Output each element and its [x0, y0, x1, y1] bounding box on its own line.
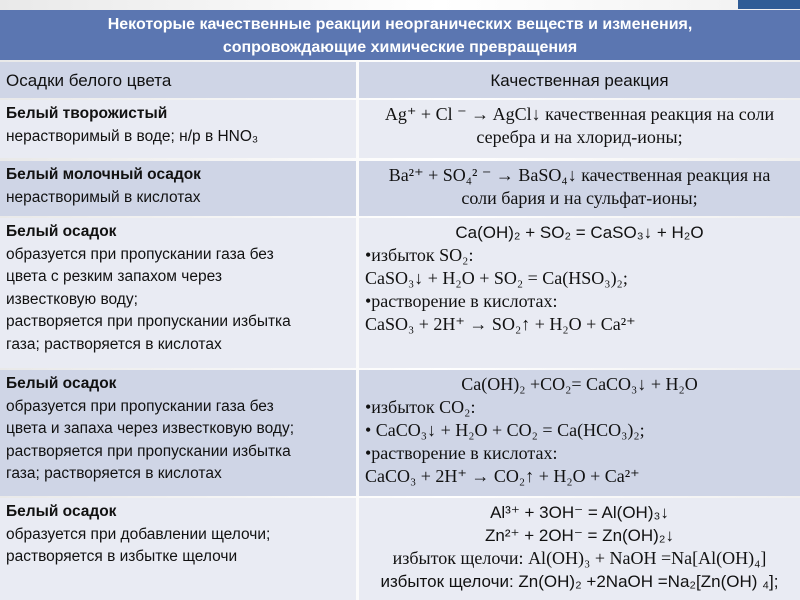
reaction-line: •растворение в кислотах:: [365, 291, 558, 311]
precipitate-desc: цвета с резким запахом через: [6, 268, 222, 285]
precipitate-desc: газа; растворяется в кислотах: [6, 465, 222, 482]
reaction-line: CaCO₃ + 2H⁺ → CO₂↑ + H₂O + Ca²⁺: [365, 466, 640, 486]
reaction-cell: [359, 498, 800, 600]
reaction-cell: [359, 218, 800, 368]
precipitate-desc: известковую воду;: [6, 290, 138, 308]
precipitate-desc: образуется при пропускании газа без: [6, 245, 274, 263]
precipitate-desc: образуется при пропускании газа без: [6, 397, 274, 415]
reaction-line: CaSO₃ + 2H⁺ → SO₂↑ + H₂O + Ca²⁺: [365, 314, 636, 334]
reaction-line: •избыток CO₂:: [365, 397, 476, 417]
precipitate-title: Белый осадок: [6, 503, 117, 520]
reactions-table: [0, 10, 800, 600]
precipitate-desc: нерастворимый в кислотах: [6, 188, 201, 206]
precipitate-desc: растворяется при пропускании избытка: [6, 442, 291, 460]
reaction-line: избыток щелочи: Zn(OH)₂ +2NaOH =Na₂[Zn(OH) ₄];: [380, 572, 779, 591]
reaction-line: соли бария и на сульфат-ионы;: [461, 188, 698, 208]
precipitate-cell: [0, 370, 356, 496]
precipitate-title: Белый молочный осадок: [6, 166, 201, 183]
reaction-cell: [359, 370, 800, 496]
table-row: [0, 498, 800, 600]
reaction-line: серебра и на хлорид-ионы;: [476, 127, 683, 147]
table-row: [0, 161, 800, 216]
precipitate-title: Белый творожистый: [6, 105, 168, 122]
precipitate-desc: нерастворимый в воде; н/р в HNO₃: [6, 127, 259, 145]
table-title: [0, 10, 800, 60]
precipitate-desc: растворяется в избытке щелочи: [6, 548, 238, 565]
reaction-line: •избыток SO₂:: [365, 245, 474, 265]
table-row: [0, 100, 800, 158]
reaction-line: Zn²⁺ + 2OH⁻ = Zn(OH)₂↓: [485, 526, 674, 545]
precipitate-title: Белый осадок: [6, 375, 117, 392]
column-header-row: [0, 62, 800, 98]
precipitate-desc: цвета и запаха через известковую воду;: [6, 420, 294, 437]
reaction-line: Ag⁺ + Cl ⁻ → AgCl↓ качественная реакция на соли: [384, 104, 775, 124]
table-row: [0, 370, 800, 496]
precipitate-cell: [0, 218, 356, 368]
precipitate-title: Белый осадок: [6, 223, 117, 240]
precipitate-desc: образуется при добавлении щелочи;: [6, 525, 271, 543]
reaction-line: CaSO₃↓ + H₂O + SO₂ = Ca(HSO₃)₂;: [365, 268, 628, 288]
reaction-cell: [359, 100, 800, 158]
reaction-line: Al³⁺ + 3OH⁻ = Al(OH)₃↓: [490, 503, 669, 522]
title-line-2: сопровождающие химические превращения: [222, 39, 578, 56]
precipitate-cell: [0, 100, 356, 158]
column-header-precipitate: Осадки белого цвета: [0, 62, 356, 98]
column-header-reaction: Качественная реакция: [359, 62, 800, 98]
precipitate-cell: [0, 161, 356, 216]
corner-accent-bar: [738, 0, 800, 9]
reaction-line: •растворение в кислотах:: [365, 443, 558, 463]
precipitate-desc: растворяется при пропускании избытка: [6, 313, 291, 330]
reaction-line: Ca(OH)₂ + SO₂ = CaSO₃↓ + H₂O: [455, 223, 704, 242]
reaction-line: • CaCO₃↓ + H₂O + CO₂ = Ca(HCO₃)₂;: [365, 420, 645, 440]
reaction-cell: [359, 161, 800, 216]
precipitate-cell: [0, 498, 356, 600]
reaction-line: избыток щелочи: Al(OH)₃ + NaOH =Na[Al(OH)₄]: [392, 548, 767, 568]
table-row: [0, 218, 800, 368]
reaction-line: Ba²⁺ + SO₄² ⁻ → BaSO₄↓ качественная реакция на: [388, 165, 771, 185]
reaction-line: Ca(OH)₂ +CO₂= CaCO₃↓ + H₂O: [461, 374, 698, 394]
title-line-1: Некоторые качественные реакции неорганических веществ и изменения,: [107, 16, 693, 33]
precipitate-desc: газа; растворяется в кислотах: [6, 335, 222, 353]
